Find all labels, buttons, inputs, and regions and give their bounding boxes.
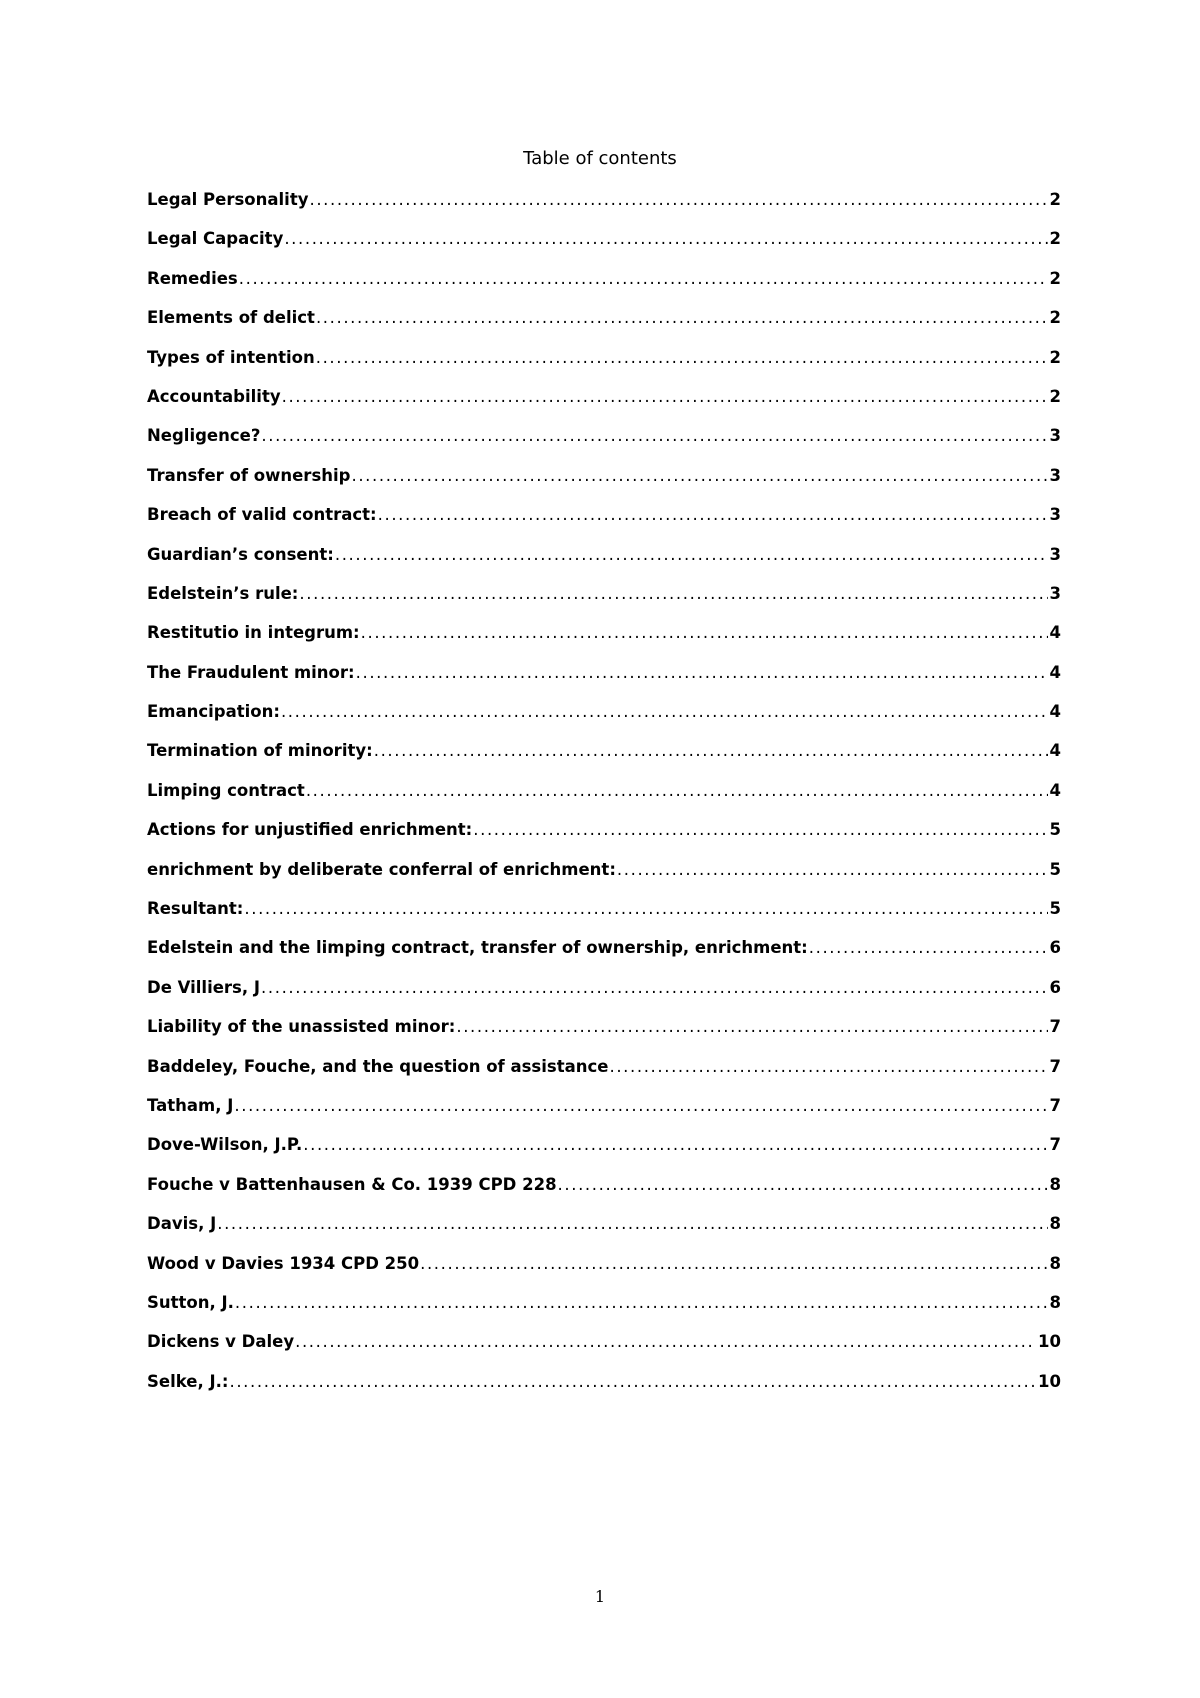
toc-entry[interactable]: [147, 897, 1061, 936]
page-number: 1: [594, 1587, 606, 1606]
toc-list: [147, 188, 1061, 1409]
toc-dot-leader: [239, 267, 1048, 291]
toc-dot-leader: [316, 346, 1048, 370]
toc-entry-page: 4: [1049, 741, 1061, 761]
toc-dot-leader: [235, 1291, 1048, 1315]
toc-entry-label: Davis, J: [147, 1214, 217, 1234]
toc-entry-label: Dove-Wilson, J.P.: [147, 1135, 303, 1155]
toc-dot-leader: [316, 306, 1048, 330]
toc-entry[interactable]: [147, 976, 1061, 1015]
toc-entry-page: 2: [1049, 308, 1061, 328]
toc-entry[interactable]: [147, 1212, 1061, 1251]
toc-entry[interactable]: [147, 1330, 1061, 1369]
toc-dot-leader: [281, 700, 1048, 724]
toc-entry-page: 2: [1049, 268, 1061, 288]
toc-entry-page: 8: [1049, 1174, 1061, 1194]
toc-entry[interactable]: [147, 739, 1061, 778]
toc-entry[interactable]: [147, 424, 1061, 463]
toc-entry-label: Edelstein and the limping contract, transfer of ownership, enrichment:: [147, 938, 808, 958]
toc-entry[interactable]: [147, 1291, 1061, 1330]
toc-entry-label: Restitutio in integrum:: [147, 623, 360, 643]
toc-entry-label: Guardian’s consent:: [147, 544, 334, 564]
toc-entry-page: 2: [1049, 190, 1061, 209]
toc-entry-label: Emancipation:: [147, 702, 280, 722]
toc-dot-leader: [229, 1370, 1036, 1394]
toc-entry-label: Legal Capacity: [147, 229, 284, 249]
toc-entry-page: 3: [1049, 505, 1061, 525]
toc-entry[interactable]: [147, 1252, 1061, 1291]
toc-dot-leader: [609, 1055, 1047, 1079]
toc-entry-label: Elements of delict: [147, 308, 315, 328]
toc-dot-leader: [473, 818, 1047, 842]
toc-entry[interactable]: [147, 700, 1061, 739]
toc-entry-page: 8: [1049, 1214, 1061, 1234]
toc-entry-label: Limping contract: [147, 780, 305, 800]
toc-entry-page: 6: [1049, 938, 1061, 958]
toc-dot-leader: [335, 543, 1048, 567]
toc-entry-page: 8: [1049, 1253, 1061, 1273]
toc-dot-leader: [309, 188, 1047, 212]
toc-entry-label: Types of intention: [147, 347, 315, 367]
toc-entry-label: Resultant:: [147, 899, 244, 919]
toc-entry-page: 4: [1049, 662, 1061, 682]
toc-dot-leader: [303, 1133, 1047, 1157]
toc-entry-page: 4: [1049, 623, 1061, 643]
toc-dot-leader: [282, 385, 1048, 409]
toc-entry-page: 3: [1049, 583, 1061, 603]
toc-entry[interactable]: [147, 779, 1061, 818]
toc-dot-leader: [356, 661, 1048, 685]
toc-entry[interactable]: [147, 385, 1061, 424]
toc-entry-page: 2: [1049, 386, 1061, 406]
toc-dot-leader: [261, 976, 1047, 1000]
toc-entry-label: Transfer of ownership: [147, 465, 351, 485]
toc-entry-label: Liability of the unassisted minor:: [147, 1017, 456, 1037]
toc-dot-leader: [261, 424, 1047, 448]
toc-entry[interactable]: [147, 582, 1061, 621]
toc-entry[interactable]: [147, 464, 1061, 503]
toc-dot-leader: [809, 936, 1048, 960]
toc-entry-label: Remedies: [147, 268, 238, 288]
toc-entry-label: enrichment by deliberate conferral of enrichment:: [147, 859, 616, 879]
toc-entry[interactable]: [147, 1370, 1061, 1409]
toc-entry-label: Baddeley, Fouche, and the question of assistance: [147, 1056, 609, 1076]
toc-dot-leader: [617, 858, 1048, 882]
toc-entry-page: 7: [1049, 1135, 1061, 1155]
toc-entry-page: 3: [1049, 465, 1061, 485]
toc-entry[interactable]: [147, 818, 1061, 857]
toc-dot-leader: [244, 897, 1047, 921]
toc-dot-leader: [306, 779, 1048, 803]
toc-entry-page: 10: [1038, 1332, 1061, 1352]
toc-dot-leader: [420, 1252, 1047, 1276]
toc-entry[interactable]: [147, 306, 1061, 345]
toc-entry-label: Dickens v Daley: [147, 1332, 295, 1352]
toc-entry[interactable]: [147, 227, 1061, 266]
toc-entry[interactable]: [147, 346, 1061, 385]
toc-entry[interactable]: [147, 858, 1061, 897]
toc-entry-label: Fouche v Battenhausen & Co. 1939 CPD 228: [147, 1174, 557, 1194]
toc-entry[interactable]: [147, 1055, 1061, 1094]
toc-entry-page: 4: [1049, 702, 1061, 722]
toc-entry-label: Accountability: [147, 386, 281, 406]
toc-dot-leader: [456, 1015, 1047, 1039]
toc-entry-page: 5: [1049, 899, 1061, 919]
toc-dot-leader: [295, 1330, 1036, 1354]
toc-entry-label: Legal Personality: [147, 190, 309, 209]
toc-entry[interactable]: [147, 1173, 1061, 1212]
toc-title: Table of contents: [523, 148, 677, 169]
toc-entry[interactable]: [147, 936, 1061, 975]
toc-entry-page: 10: [1038, 1371, 1061, 1391]
toc-entry-label: Negligence?: [147, 426, 261, 446]
toc-entry-page: 5: [1049, 859, 1061, 879]
toc-entry-label: Selke, J.:: [147, 1371, 229, 1391]
toc-entry-label: The Fraudulent minor:: [147, 662, 355, 682]
toc-dot-leader: [234, 1094, 1047, 1118]
toc-entry[interactable]: [147, 267, 1061, 306]
toc-dot-leader: [299, 582, 1047, 606]
toc-entry[interactable]: [147, 1133, 1061, 1172]
toc-entry[interactable]: [147, 1015, 1061, 1054]
toc-dot-leader: [378, 503, 1048, 527]
toc-entry-label: Breach of valid contract:: [147, 505, 377, 525]
toc-entry-label: Edelstein’s rule:: [147, 583, 299, 603]
toc-entry[interactable]: [147, 503, 1061, 542]
toc-entry-page: 2: [1049, 229, 1061, 249]
toc-entry[interactable]: [147, 661, 1061, 700]
toc-entry-label: Sutton, J.: [147, 1292, 234, 1312]
toc-entry-page: 6: [1049, 977, 1061, 997]
toc-dot-leader: [361, 621, 1048, 645]
toc-entry-page: 4: [1049, 780, 1061, 800]
toc-entry-page: 7: [1049, 1056, 1061, 1076]
toc-entry-page: 3: [1049, 426, 1061, 446]
toc-entry[interactable]: [147, 543, 1061, 582]
toc-dot-leader: [351, 464, 1047, 488]
toc-entry-page: 7: [1049, 1095, 1061, 1115]
toc-dot-leader: [284, 227, 1047, 251]
toc-entry-label: Wood v Davies 1934 CPD 250: [147, 1253, 420, 1273]
toc-dot-leader: [217, 1212, 1047, 1236]
toc-entry-page: 2: [1049, 347, 1061, 367]
toc-entry-page: 3: [1049, 544, 1061, 564]
toc-entry[interactable]: [147, 621, 1061, 660]
toc-dot-leader: [374, 739, 1048, 763]
toc-entry-label: Tatham, J: [147, 1095, 234, 1115]
toc-entry-label: De Villiers, J: [147, 977, 261, 997]
toc-dot-leader: [558, 1173, 1048, 1197]
toc-entry-page: 7: [1049, 1017, 1061, 1037]
toc-entry-page: 8: [1049, 1292, 1061, 1312]
toc-entry[interactable]: [147, 188, 1061, 227]
toc-entry[interactable]: [147, 1094, 1061, 1133]
toc-entry-label: Actions for unjustified enrichment:: [147, 820, 473, 840]
toc-entry-page: 5: [1049, 820, 1061, 840]
toc-entry-label: Termination of minority:: [147, 741, 373, 761]
